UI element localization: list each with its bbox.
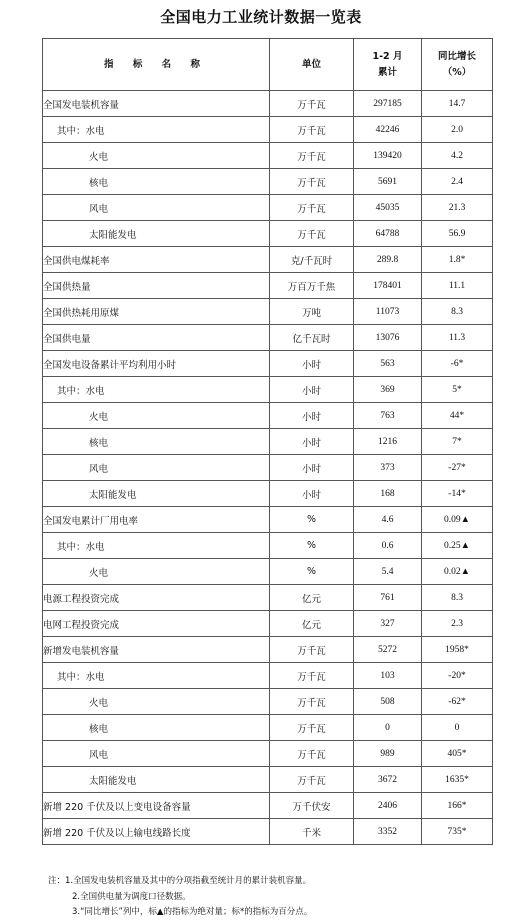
cumulative-value-cell: 369 xyxy=(354,377,422,403)
indicator-name-cell: 全国发电装机容量 xyxy=(43,91,270,117)
indicator-name-cell: 太阳能发电 xyxy=(43,481,270,507)
header-unit: 单位 xyxy=(270,39,354,91)
table-row xyxy=(43,481,493,507)
indicator-name-cell: 核电 xyxy=(43,169,270,195)
indicator-name-cell: 电网工程投资完成 xyxy=(43,611,270,637)
unit-cell: 万千瓦 xyxy=(270,221,354,247)
cumulative-value-cell: 761 xyxy=(354,585,422,611)
cumulative-value-cell: 13076 xyxy=(354,325,422,351)
indicator-name-cell: 其中：水电 xyxy=(43,533,270,559)
unit-cell: 万千瓦 xyxy=(270,637,354,663)
growth-value-cell: 1.8* xyxy=(422,247,493,273)
indicator-name-cell: 全国发电设备累计平均利用小时 xyxy=(43,351,270,377)
table-row xyxy=(43,221,493,247)
growth-value-cell: -6* xyxy=(422,351,493,377)
unit-cell: 小时 xyxy=(270,377,354,403)
growth-value-cell: 2.4 xyxy=(422,169,493,195)
unit-cell: 万吨 xyxy=(270,299,354,325)
growth-value-cell: 11.3 xyxy=(422,325,493,351)
indicator-name-cell: 核电 xyxy=(43,715,270,741)
cumulative-value-cell: 373 xyxy=(354,455,422,481)
growth-value-cell: 1958* xyxy=(422,637,493,663)
growth-value-cell: 0.25▲ xyxy=(422,533,493,559)
indicator-name-cell: 火电 xyxy=(43,689,270,715)
growth-value-cell: 7* xyxy=(422,429,493,455)
table-row xyxy=(43,767,493,793)
table-header-row xyxy=(43,39,493,91)
growth-value-cell: 8.3 xyxy=(422,585,493,611)
table-row xyxy=(43,819,493,845)
footnote-1: 注：1.全国发电装机容量及其中的分项指截至统计月的累计装机容量。 xyxy=(48,876,312,886)
unit-cell: 万千瓦 xyxy=(270,195,354,221)
unit-cell: 万千瓦 xyxy=(270,117,354,143)
table-row xyxy=(43,429,493,455)
table-row xyxy=(43,741,493,767)
header-indicator-name: 指 标 名 称 xyxy=(43,39,270,91)
cumulative-value-cell: 178401 xyxy=(354,273,422,299)
cumulative-value-cell: 139420 xyxy=(354,143,422,169)
table-row xyxy=(43,91,493,117)
indicator-name-cell: 火电 xyxy=(43,403,270,429)
unit-cell: 万千伏安 xyxy=(270,793,354,819)
growth-value-cell: -62* xyxy=(422,689,493,715)
indicator-name-cell: 全国供电量 xyxy=(43,325,270,351)
indicator-name-cell: 全国发电累计厂用电率 xyxy=(43,507,270,533)
growth-value-cell: 166* xyxy=(422,793,493,819)
indicator-name-cell: 新增 220 千伏及以上输电线路长度 xyxy=(43,819,270,845)
growth-value-cell: 0.02▲ xyxy=(422,559,493,585)
table-row xyxy=(43,793,493,819)
cumulative-value-cell: 5691 xyxy=(354,169,422,195)
header-growth xyxy=(422,39,493,91)
indicator-name-cell: 新增发电装机容量 xyxy=(43,637,270,663)
cumulative-value-cell: 4.6 xyxy=(354,507,422,533)
cumulative-value-cell: 103 xyxy=(354,663,422,689)
table-row xyxy=(43,195,493,221)
growth-value-cell: 2.0 xyxy=(422,117,493,143)
indicator-name-cell: 火电 xyxy=(43,559,270,585)
indicator-name-cell: 其中：水电 xyxy=(43,377,270,403)
growth-value-cell: 1635* xyxy=(422,767,493,793)
page-title: 全国电力工业统计数据一览表 xyxy=(160,8,362,26)
unit-cell: 亿元 xyxy=(270,585,354,611)
unit-cell: 亿元 xyxy=(270,611,354,637)
unit-cell: 万千瓦 xyxy=(270,689,354,715)
unit-cell: % xyxy=(270,507,354,533)
cumulative-value-cell: 763 xyxy=(354,403,422,429)
table-row xyxy=(43,299,493,325)
unit-cell: 克/千瓦时 xyxy=(270,247,354,273)
cumulative-value-cell: 0.6 xyxy=(354,533,422,559)
unit-cell: 万百万千焦 xyxy=(270,273,354,299)
indicator-name-cell: 风电 xyxy=(43,455,270,481)
footnotes xyxy=(48,874,312,921)
table-row xyxy=(43,325,493,351)
cumulative-value-cell: 3672 xyxy=(354,767,422,793)
indicator-name-cell: 太阳能发电 xyxy=(43,767,270,793)
cumulative-value-cell: 563 xyxy=(354,351,422,377)
indicator-name-cell: 核电 xyxy=(43,429,270,455)
header-period-line2: 累计 xyxy=(377,66,397,78)
table-row xyxy=(43,169,493,195)
growth-value-cell: 5* xyxy=(422,377,493,403)
table-body xyxy=(43,91,493,845)
growth-value-cell: 14.7 xyxy=(422,91,493,117)
indicator-name-cell: 全国供热耗用原煤 xyxy=(43,299,270,325)
indicator-name-cell: 太阳能发电 xyxy=(43,221,270,247)
cumulative-value-cell: 1216 xyxy=(354,429,422,455)
header-period-line1: 1-2 月 xyxy=(372,50,403,62)
cumulative-value-cell: 42246 xyxy=(354,117,422,143)
indicator-name-cell: 其中：水电 xyxy=(43,117,270,143)
growth-value-cell: 2.3 xyxy=(422,611,493,637)
growth-value-cell: 21.3 xyxy=(422,195,493,221)
indicator-name-cell: 其中：水电 xyxy=(43,663,270,689)
table-row xyxy=(43,715,493,741)
unit-cell: 小时 xyxy=(270,429,354,455)
indicator-name-cell: 火电 xyxy=(43,143,270,169)
unit-cell: 万千瓦 xyxy=(270,715,354,741)
cumulative-value-cell: 45035 xyxy=(354,195,422,221)
header-growth-line2: （%） xyxy=(442,66,472,78)
cumulative-value-cell: 297185 xyxy=(354,91,422,117)
unit-cell: % xyxy=(270,559,354,585)
unit-cell: 小时 xyxy=(270,351,354,377)
header-period xyxy=(354,39,422,91)
unit-cell: 小时 xyxy=(270,403,354,429)
indicator-name-cell: 风电 xyxy=(43,741,270,767)
growth-value-cell: -14* xyxy=(422,481,493,507)
cumulative-value-cell: 5.4 xyxy=(354,559,422,585)
indicator-name-cell: 全国供电煤耗率 xyxy=(43,247,270,273)
cumulative-value-cell: 327 xyxy=(354,611,422,637)
table-row xyxy=(43,351,493,377)
table-row xyxy=(43,663,493,689)
cumulative-value-cell: 168 xyxy=(354,481,422,507)
growth-value-cell: 4.2 xyxy=(422,143,493,169)
table-row xyxy=(43,143,493,169)
unit-cell: 千米 xyxy=(270,819,354,845)
growth-value-cell: 44* xyxy=(422,403,493,429)
cumulative-value-cell: 5272 xyxy=(354,637,422,663)
unit-cell: 万千瓦 xyxy=(270,767,354,793)
unit-cell: 万千瓦 xyxy=(270,741,354,767)
indicator-name-cell: 新增 220 千伏及以上变电设备容量 xyxy=(43,793,270,819)
growth-value-cell: 735* xyxy=(422,819,493,845)
table-row xyxy=(43,533,493,559)
table-row xyxy=(43,637,493,663)
growth-value-cell: 0.09▲ xyxy=(422,507,493,533)
table-row xyxy=(43,273,493,299)
growth-value-cell: -20* xyxy=(422,663,493,689)
growth-value-cell: -27* xyxy=(422,455,493,481)
growth-value-cell: 11.1 xyxy=(422,273,493,299)
cumulative-value-cell: 289.8 xyxy=(354,247,422,273)
cumulative-value-cell: 0 xyxy=(354,715,422,741)
indicator-name-cell: 电源工程投资完成 xyxy=(43,585,270,611)
unit-cell: % xyxy=(270,533,354,559)
unit-cell: 小时 xyxy=(270,481,354,507)
table-row xyxy=(43,247,493,273)
unit-cell: 小时 xyxy=(270,455,354,481)
unit-cell: 亿千瓦时 xyxy=(270,325,354,351)
cumulative-value-cell: 11073 xyxy=(354,299,422,325)
cumulative-value-cell: 508 xyxy=(354,689,422,715)
table-row xyxy=(43,611,493,637)
table-row xyxy=(43,585,493,611)
unit-cell: 万千瓦 xyxy=(270,663,354,689)
unit-cell: 万千瓦 xyxy=(270,143,354,169)
table-row xyxy=(43,559,493,585)
growth-value-cell: 8.3 xyxy=(422,299,493,325)
table-row xyxy=(43,117,493,143)
footnote-3: 3.“同比增长”列中，标▲的指标为绝对量；标*的指标为百分点。 xyxy=(72,907,313,917)
table-row xyxy=(43,377,493,403)
cumulative-value-cell: 64788 xyxy=(354,221,422,247)
indicator-name-cell: 全国供热量 xyxy=(43,273,270,299)
growth-value-cell: 405* xyxy=(422,741,493,767)
statistics-table xyxy=(42,38,493,845)
indicator-name-cell: 风电 xyxy=(43,195,270,221)
growth-value-cell: 0 xyxy=(422,715,493,741)
growth-value-cell: 56.9 xyxy=(422,221,493,247)
unit-cell: 万千瓦 xyxy=(270,169,354,195)
cumulative-value-cell: 3352 xyxy=(354,819,422,845)
header-growth-line1: 同比增长 xyxy=(437,50,476,62)
unit-cell: 万千瓦 xyxy=(270,91,354,117)
footnote-2: 2.全国供电量为调度口径数据。 xyxy=(72,891,191,902)
table-row xyxy=(43,403,493,429)
table-row xyxy=(43,689,493,715)
table-row xyxy=(43,455,493,481)
cumulative-value-cell: 989 xyxy=(354,741,422,767)
table-row xyxy=(43,507,493,533)
cumulative-value-cell: 2406 xyxy=(354,793,422,819)
